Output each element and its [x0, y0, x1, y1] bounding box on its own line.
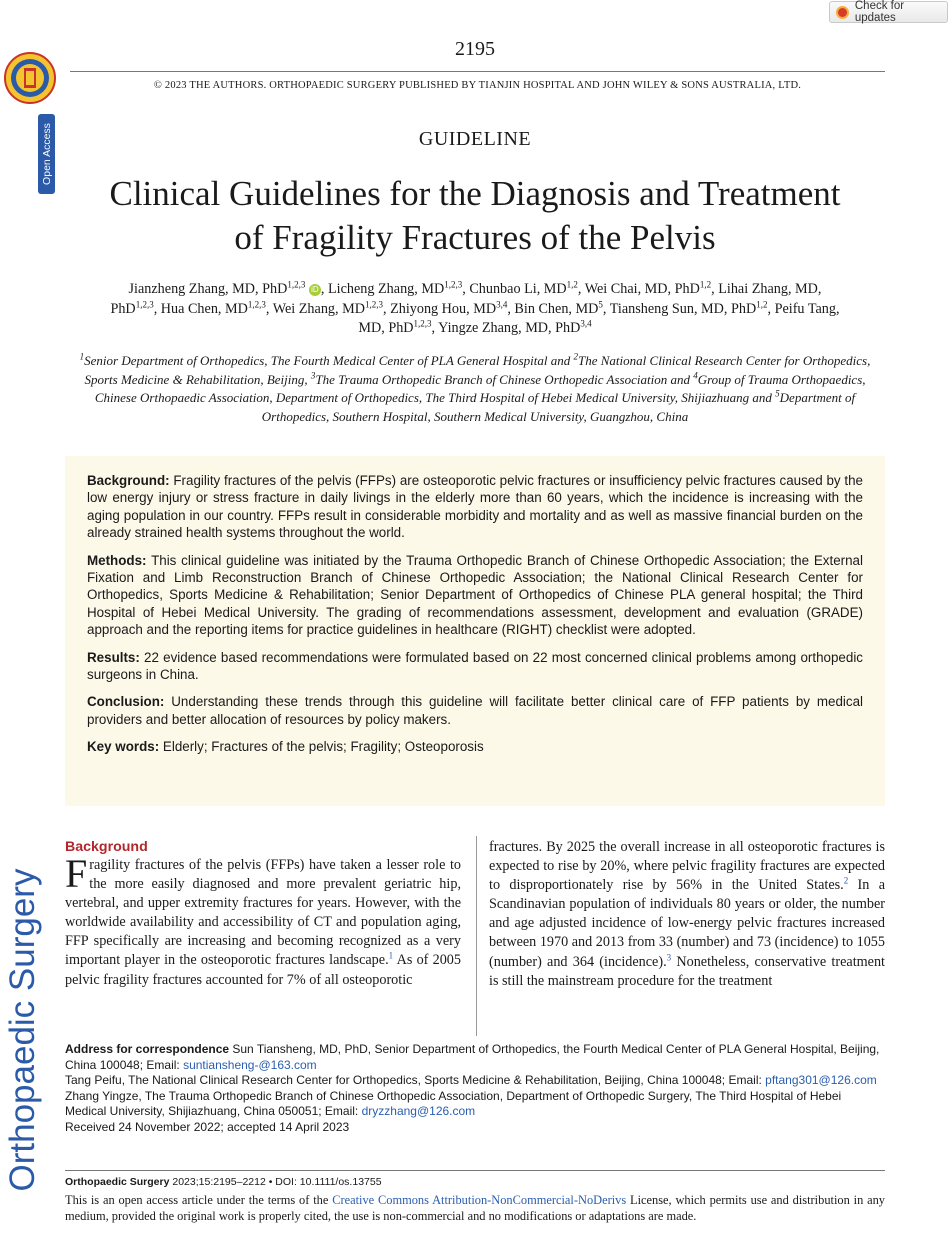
affiliation-text: Senior Department of Orthopedics, The Fourth Medical Center of PLA General Hospital and [84, 353, 574, 368]
abstract-background-label: Background: [87, 473, 170, 488]
affiliation-text: Department of Orthopedics, Southern Hospital, Southern Medical University, Guangzhou, China [261, 390, 856, 424]
title-line-1: Clinical Guidelines for the Diagnosis and Treatment [109, 174, 841, 213]
abstract-conclusion-label: Conclusion: [87, 694, 165, 710]
author-separator: , [320, 281, 328, 297]
author-affiliation-marker: 5 [598, 298, 603, 309]
abstract-methods-text: This clinical guideline was initiated by the Trauma Orthopedic Branch of Chinese Orthopedic Association; the External Fixation and Limb Reconstruction Branch of Chinese Orthopedic Association; the National Clinical Research Center for Orthopedics, Sports Medicine & Rehabilitation; Senior Department of Orthopedics of Chinese PLA general hospital; the Third Hospital of Hebei Medical University. The grading of recommendations assessment, development and evaluation (GRADE) approach and the reporting items for practice guidelines in healthcare (RIGHT) checklist were adopted. [87, 552, 863, 638]
reference-2-link[interactable]: 2 [843, 875, 849, 886]
author-separator: , [767, 300, 775, 317]
author-name: Yingze Zhang, MD, PhD [438, 320, 581, 336]
keywords-label: Key words: [87, 739, 160, 755]
orcid-icon[interactable]: iD [309, 284, 321, 296]
abstract-background [87, 472, 863, 542]
citation-details: 2023;15:2195–2212 • DOI: 10.1111/os.13755 [169, 1176, 382, 1188]
email-link-3[interactable]: dryzzhang@126.com [361, 1104, 476, 1118]
abstract-methods-label: Methods: [87, 552, 147, 568]
correspondence-line-2 [65, 1073, 885, 1089]
author-separator: , [153, 300, 161, 317]
author-name: Hua Chen, MD [160, 300, 248, 317]
author-name: Lihai Zhang, MD, PhD [110, 281, 822, 317]
abstract-background-text: Fragility fractures of the pelvis (FFPs) are osteoporotic pelvic fractures or insufficiency pelvic fractures caused by the low energy injury or stress fracture in daily livings in the elderly more than 60 years, which the incidence is increasing with the aging population in our country. FFPs result in considerable morbidity and mortality and as well as massive financial burden on the already strained health systems throughout the world. [87, 473, 863, 541]
author-separator: , [711, 281, 719, 297]
body-text-left-a: ragility fractures of the pelvis (FFPs) have taken a lesser role to the more easily diagnosed and more prevalent geriatric hip, vertebral, and upper extremity fractures for years. However, with the worldwide availability and accessibility of CT and population aging, FFP specifically are increasing and becoming recognized as a very important player in the osteoporotic fractures landscape. [65, 857, 461, 969]
body-text-right-c: Nonetheless, conservative treatment is still the mainstream procedure for the treatment [489, 953, 885, 989]
abstract-results-text: 22 evidence based recommendations were formulated based on 22 most concerned clinical problems among orthopedic surgeons in China. [87, 649, 863, 683]
journal-vertical-title: Orthopaedic Surgery [3, 868, 42, 1192]
affiliations [70, 352, 880, 426]
affiliation-marker: 5 [775, 388, 780, 399]
keywords-text: Elderly; Fractures of the pelvis; Fragility; Osteoporosis [162, 739, 484, 755]
open-access-label: Open Access [40, 123, 53, 185]
author-name: Tiansheng Sun, MD, PhD [609, 300, 757, 317]
author-separator: , [431, 320, 439, 336]
body-column-right [489, 838, 885, 991]
citation-journal: Orthopaedic Surgery [65, 1176, 170, 1188]
author-affiliation-marker: 1,2,3 [444, 279, 463, 290]
license-link[interactable]: Creative Commons Attribution-NonCommercial-NoDerivs [332, 1193, 627, 1207]
author-affiliation-marker: 1,2,3 [364, 298, 383, 309]
author-separator: , [462, 281, 470, 297]
abstract-methods [87, 552, 863, 639]
affiliation-marker: 1 [79, 351, 85, 362]
author-affiliation-marker: 3,4 [496, 298, 508, 309]
body-text-right-b: In a Scandinavian population of individuals 80 years or older, the number and age adjusted incidence of low-energy pelvic fractures increased between 1970 and 2013 from 33 (number) and 73 (incidence) to 1055 (number) and 364 (incidence). [489, 877, 885, 970]
affiliation-text: The Trauma Orthopedic Branch of Chinese Orthopedic Association and [315, 371, 694, 387]
email-link-2[interactable]: pftang301@126.com [765, 1073, 877, 1087]
column-divider [476, 836, 477, 1036]
author-affiliation-marker: 1,2,3 [287, 279, 306, 290]
title-line-2: of Fragility Fractures of the Pelvis [234, 218, 716, 257]
license-text-b: License, which permits use and distribution in any medium, provided the original work is properly cited, the use is non-commercial and no modifications or adaptations are made. [65, 1193, 885, 1223]
body-text-left-b: As of 2005 pelvic fragility fractures accounted for 7% of all osteoporotic [65, 952, 461, 988]
body-paragraph-continued [489, 838, 885, 991]
correspondence-text-3: Zhang Yingze, The Trauma Orthopedic Branch of Chinese Orthopedic Association, Department of Orthopedic Surgery, The Third Hospital of Hebei Medical University, Shijiazhuang, China 050051; Email: [65, 1088, 842, 1118]
correspondence-label: Address for correspondence [65, 1042, 230, 1056]
author-name: Wei Chai, MD, PhD [584, 281, 700, 297]
crossmark-icon [836, 6, 849, 19]
body-column-left [65, 838, 461, 990]
author-affiliation-marker: 1,2 [756, 298, 768, 309]
correspondence-text-1: Sun Tiansheng, MD, PhD, Senior Department of Orthopedics, the Fourth Medical Center of PLA General Hospital, Beijing, China 100048; Email: [65, 1042, 880, 1072]
open-access-badge [38, 114, 55, 194]
abstract-conclusion [87, 693, 863, 728]
received-dates: Received 24 November 2022; accepted 14 April 2023 [65, 1119, 350, 1134]
author-name: Peifu Tang, MD, PhD [358, 300, 840, 336]
author-list [110, 280, 840, 339]
author-name: Bin Chen, MD [514, 300, 599, 317]
abstract-results-label: Results: [87, 649, 140, 665]
correspondence-line-1 [65, 1042, 885, 1073]
check-for-updates-label: Check for updates [854, 0, 905, 24]
author-affiliation-marker: 1,2,3 [247, 298, 266, 309]
footer-divider [65, 1170, 885, 1171]
license-text-a: This is an open access article under the terms of the [65, 1193, 333, 1207]
affiliation-marker: 2 [573, 351, 579, 362]
copyright-line: © 2023 THE AUTHORS. ORTHOPAEDIC SURGERY PUBLISHED BY TIANJIN HOSPITAL AND JOHN WILEY & SONS AUSTRALIA, LTD. [153, 80, 802, 91]
header-divider [70, 71, 885, 72]
correspondence-block [65, 1042, 885, 1135]
author-separator: , [507, 300, 515, 317]
check-for-updates-button[interactable] [829, 1, 948, 23]
affiliation-marker: 3 [310, 370, 316, 381]
author-separator: , [382, 300, 391, 317]
author-name: Chunbao Li, MD [469, 281, 567, 297]
affiliation-text: The National Clinical Research Center for Orthopedics, Sports Medicine & Rehabilitation, Beijing, [84, 353, 871, 387]
author-separator: , [265, 300, 273, 317]
reference-1-link[interactable]: 1 [388, 950, 394, 961]
drop-cap: F [65, 851, 88, 896]
abstract-box [65, 456, 885, 806]
author-affiliation-marker: 1,2 [699, 279, 712, 290]
correspondence-text-2: Tang Peifu, The National Clinical Research Center for Orthopedics, Sports Medicine & Rehabilitation, Beijing, China 100048; Email: [65, 1073, 766, 1087]
author-separator: , [602, 300, 610, 317]
reference-3-link[interactable]: 3 [666, 951, 672, 962]
email-link-1[interactable]: suntiansheng-@163.com [183, 1057, 317, 1072]
affiliation-marker: 4 [693, 370, 698, 381]
citation-line [65, 1176, 382, 1188]
author-name: Wei Zhang, MD [272, 300, 365, 317]
author-affiliation-marker: 1,2,3 [135, 298, 154, 309]
affiliation-text: Group of Trauma Orthopaedics, Chinese Orthopaedic Association, Department of Orthopedics, The Third Hospital of Hebei Medical University, Shijiazhuang and [94, 371, 866, 405]
correspondence-line-3 [65, 1089, 885, 1120]
author-affiliation-marker: 1,2 [566, 279, 578, 290]
abstract-results [87, 649, 863, 684]
body-paragraph [65, 851, 461, 990]
section-heading-background: Background [65, 839, 148, 855]
author-affiliation-marker: 1,2,3 [413, 318, 432, 329]
author-name: Jianzheng Zhang, MD, PhD [128, 281, 288, 297]
abstract-conclusion-text: Understanding these trends through this guideline will facilitate better clinical care of FFP patients by medical providers and better allocation of resources by policy makers. [87, 694, 863, 727]
page-number: 2195 [455, 38, 495, 60]
license-notice [65, 1192, 885, 1224]
author-affiliation-marker: 3,4 [580, 318, 592, 329]
abstract-keywords [87, 738, 863, 755]
body-text-right-a: fractures. By 2025 the overall increase in all osteoporotic fractures is expected to rise by 20%, where pelvic fragility fractures are expected to disproportionately rise by 56% in the United States. [489, 839, 885, 894]
author-separator: , [577, 281, 585, 297]
article-type: GUIDELINE [418, 128, 532, 150]
article-title [60, 172, 890, 260]
author-name: Zhiyong Hou, MD [390, 300, 497, 317]
author-name: Licheng Zhang, MD [327, 281, 445, 297]
